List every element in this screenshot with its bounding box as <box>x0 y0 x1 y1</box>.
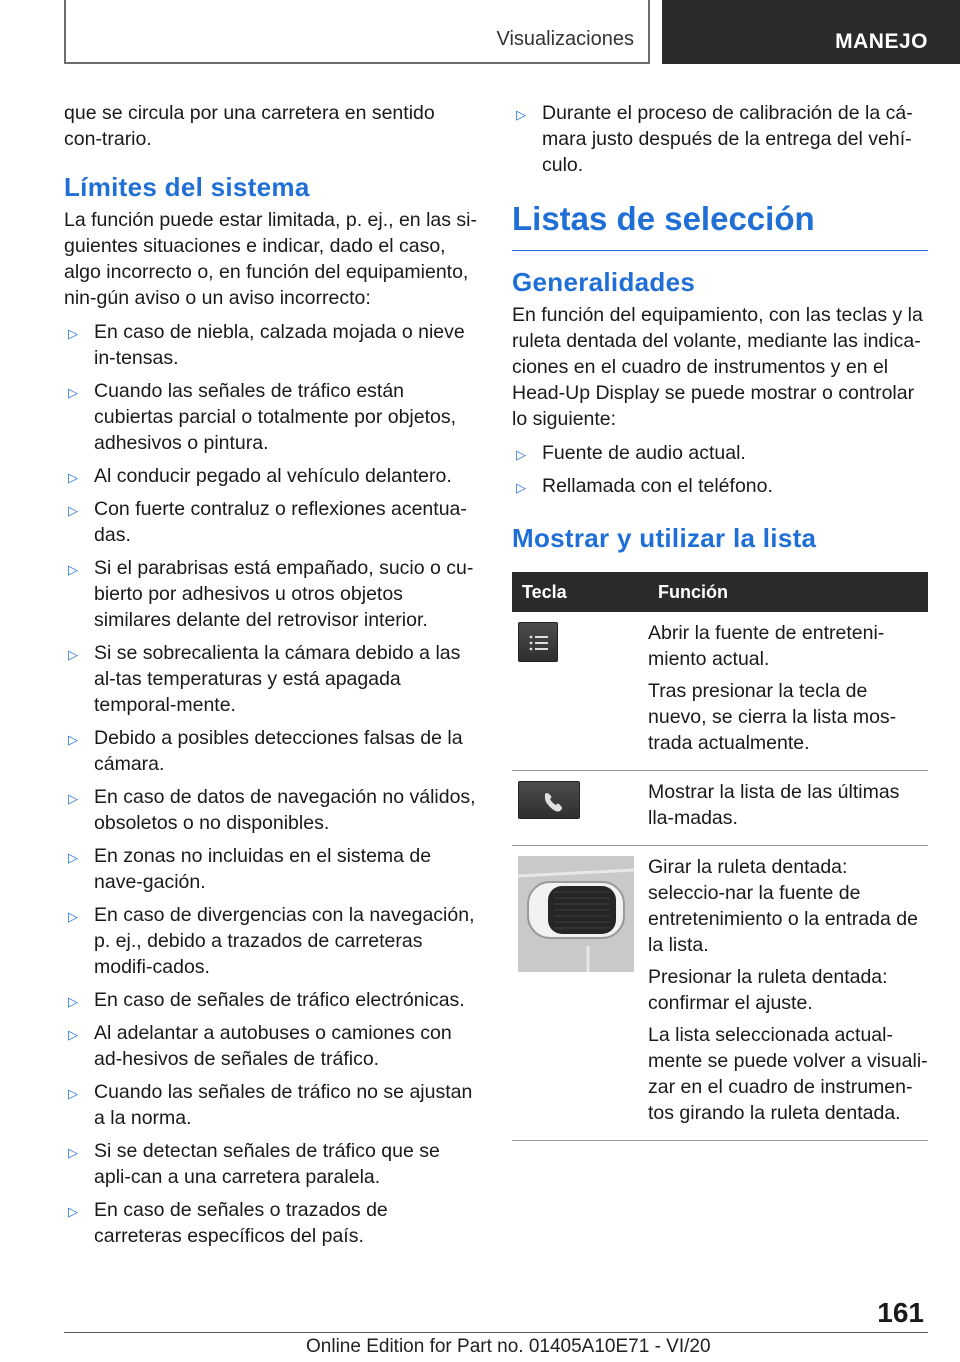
list-item: ▷ Rellamada con el teléfono. <box>512 473 928 499</box>
list-icon <box>518 622 558 662</box>
list-item: ▷ En caso de divergencias con la navegación, p. ej., debido a trazados de carreteras modifi-cados. <box>68 904 475 978</box>
table-header-key: Tecla <box>512 572 648 612</box>
triangle-bullet-icon: ▷ <box>68 385 78 400</box>
triangle-bullet-icon: ▷ <box>68 1027 78 1042</box>
table-header-function: Función <box>648 572 928 612</box>
function-text: Abrir la fuente de entreteni-miento actual. <box>648 622 885 670</box>
list-item: ▷ En caso de niebla, calzada mojada o nieve in-tensas. <box>68 321 465 369</box>
triangle-bullet-icon: ▷ <box>68 791 78 806</box>
list-item: ▷ Al adelantar a autobuses o camiones con ad-hesivos de señales de tráfico. <box>68 1022 452 1070</box>
left-column <box>64 100 478 1256</box>
table-header-row <box>512 572 928 612</box>
header-chapter-title: MANEJO <box>662 0 960 64</box>
function-text: Girar la ruleta dentada: seleccio-nar la fuente de entretenimiento o la entrada de la lista. <box>648 856 918 956</box>
limits-heading: Límites del sistema <box>64 172 310 202</box>
table-row <box>512 846 928 1141</box>
function-text: Mostrar la lista de las últimas lla-madas. <box>648 781 900 829</box>
table-row <box>512 612 928 771</box>
selection-lists-heading: Listas de selección <box>512 200 928 251</box>
list-item: ▷ Si se detectan señales de tráfico que se apli-can a una carretera paralela. <box>68 1140 440 1188</box>
page-header <box>0 0 960 66</box>
list-item: ▷ Debido a posibles detecciones falsas de la cámara. <box>68 727 463 775</box>
triangle-bullet-icon: ▷ <box>68 1204 78 1219</box>
list-item: ▷ Al conducir pegado al vehículo delantero. <box>64 463 478 489</box>
triangle-bullet-icon: ▷ <box>68 470 78 485</box>
list-item: ▷ Cuando las señales de tráfico están cubiertas parcial o totalmente por objetos, adhesivos o pintura. <box>68 380 457 454</box>
function-text: Tras presionar la tecla de nuevo, se cierra la lista mos-trada actualmente. <box>648 680 897 754</box>
triangle-bullet-icon: ▷ <box>68 850 78 865</box>
triangle-bullet-icon: ▷ <box>516 447 526 462</box>
triangle-bullet-icon: ▷ <box>68 647 78 662</box>
list-item: ▷ En caso de datos de navegación no válidos, obsoletos o no disponibles. <box>68 786 476 834</box>
calibration-list <box>512 100 928 178</box>
triangle-bullet-icon: ▷ <box>68 326 78 341</box>
triangle-bullet-icon: ▷ <box>68 503 78 518</box>
list-item: ▷ En caso de señales de tráfico electrónicas. <box>64 987 478 1013</box>
thumbwheel-icon <box>518 856 634 972</box>
function-text: La lista seleccionada actual-mente se puede volver a visuali-zar en el cuadro de instrumen-tos girando la ruleta dentada. <box>648 1024 928 1124</box>
triangle-bullet-icon: ▷ <box>68 994 78 1009</box>
list-item: ▷ Cuando las señales de tráfico no se ajustan a la norma. <box>68 1081 473 1129</box>
general-text: En función del equipamiento, con las teclas y la ruleta dentada del volante, mediante las indica-ciones en el cuadro de instrumentos y en el Head-Up Display se puede mostrar o controlar lo siguiente: <box>512 304 923 430</box>
triangle-bullet-icon: ▷ <box>68 732 78 747</box>
show-list-heading: Mostrar y utilizar la lista <box>512 523 817 553</box>
general-list <box>512 440 928 499</box>
footer-divider <box>64 1332 928 1333</box>
triangle-bullet-icon: ▷ <box>68 909 78 924</box>
intro-text: que se circula por una carretera en sentido con-trario. <box>64 102 435 150</box>
header-section-title: Visualizaciones <box>496 28 634 50</box>
triangle-bullet-icon: ▷ <box>68 562 78 577</box>
list-item: ▷ Fuente de audio actual. <box>512 440 928 466</box>
right-column <box>512 100 928 1141</box>
list-item: ▷ Con fuerte contraluz o reflexiones acentua-das. <box>68 498 467 546</box>
footer-edition: Online Edition for Part no. 01405A10E71 - VI/20 <box>306 1336 711 1357</box>
function-text: Presionar la ruleta dentada: confirmar el ajuste. <box>648 966 888 1014</box>
limits-text: La función puede estar limitada, p. ej., en las si-guientes situaciones e indicar, dado el caso, algo incorrecto o, en función del equipamiento, nin-gún aviso o un aviso incorrecto: <box>64 209 477 309</box>
list-item: ▷ Si se sobrecalienta la cámara debido a las al-tas temperaturas y está apagada temporal-mente. <box>68 642 461 716</box>
triangle-bullet-icon: ▷ <box>68 1145 78 1160</box>
table-row <box>512 771 928 846</box>
list-item: ▷ En caso de señales o trazados de carreteras específicos del país. <box>68 1199 388 1247</box>
list-item: ▷ Si el parabrisas está empañado, sucio o cu-bierto por adhesivos u otros objetos similares delante del retrovisor interior. <box>68 557 474 631</box>
phone-icon <box>518 781 580 819</box>
function-table <box>512 572 928 1141</box>
list-item: ▷ En zonas no incluidas en el sistema de nave-gación. <box>68 845 432 893</box>
limits-list <box>64 319 478 1249</box>
triangle-bullet-icon: ▷ <box>516 480 526 495</box>
triangle-bullet-icon: ▷ <box>68 1086 78 1101</box>
page-number: 161 <box>877 1297 924 1328</box>
general-heading: Generalidades <box>512 267 696 297</box>
triangle-bullet-icon: ▷ <box>516 107 526 122</box>
list-item: ▷ Durante el proceso de calibración de la cá-mara justo después de la entrega del vehí-culo. <box>516 102 913 176</box>
